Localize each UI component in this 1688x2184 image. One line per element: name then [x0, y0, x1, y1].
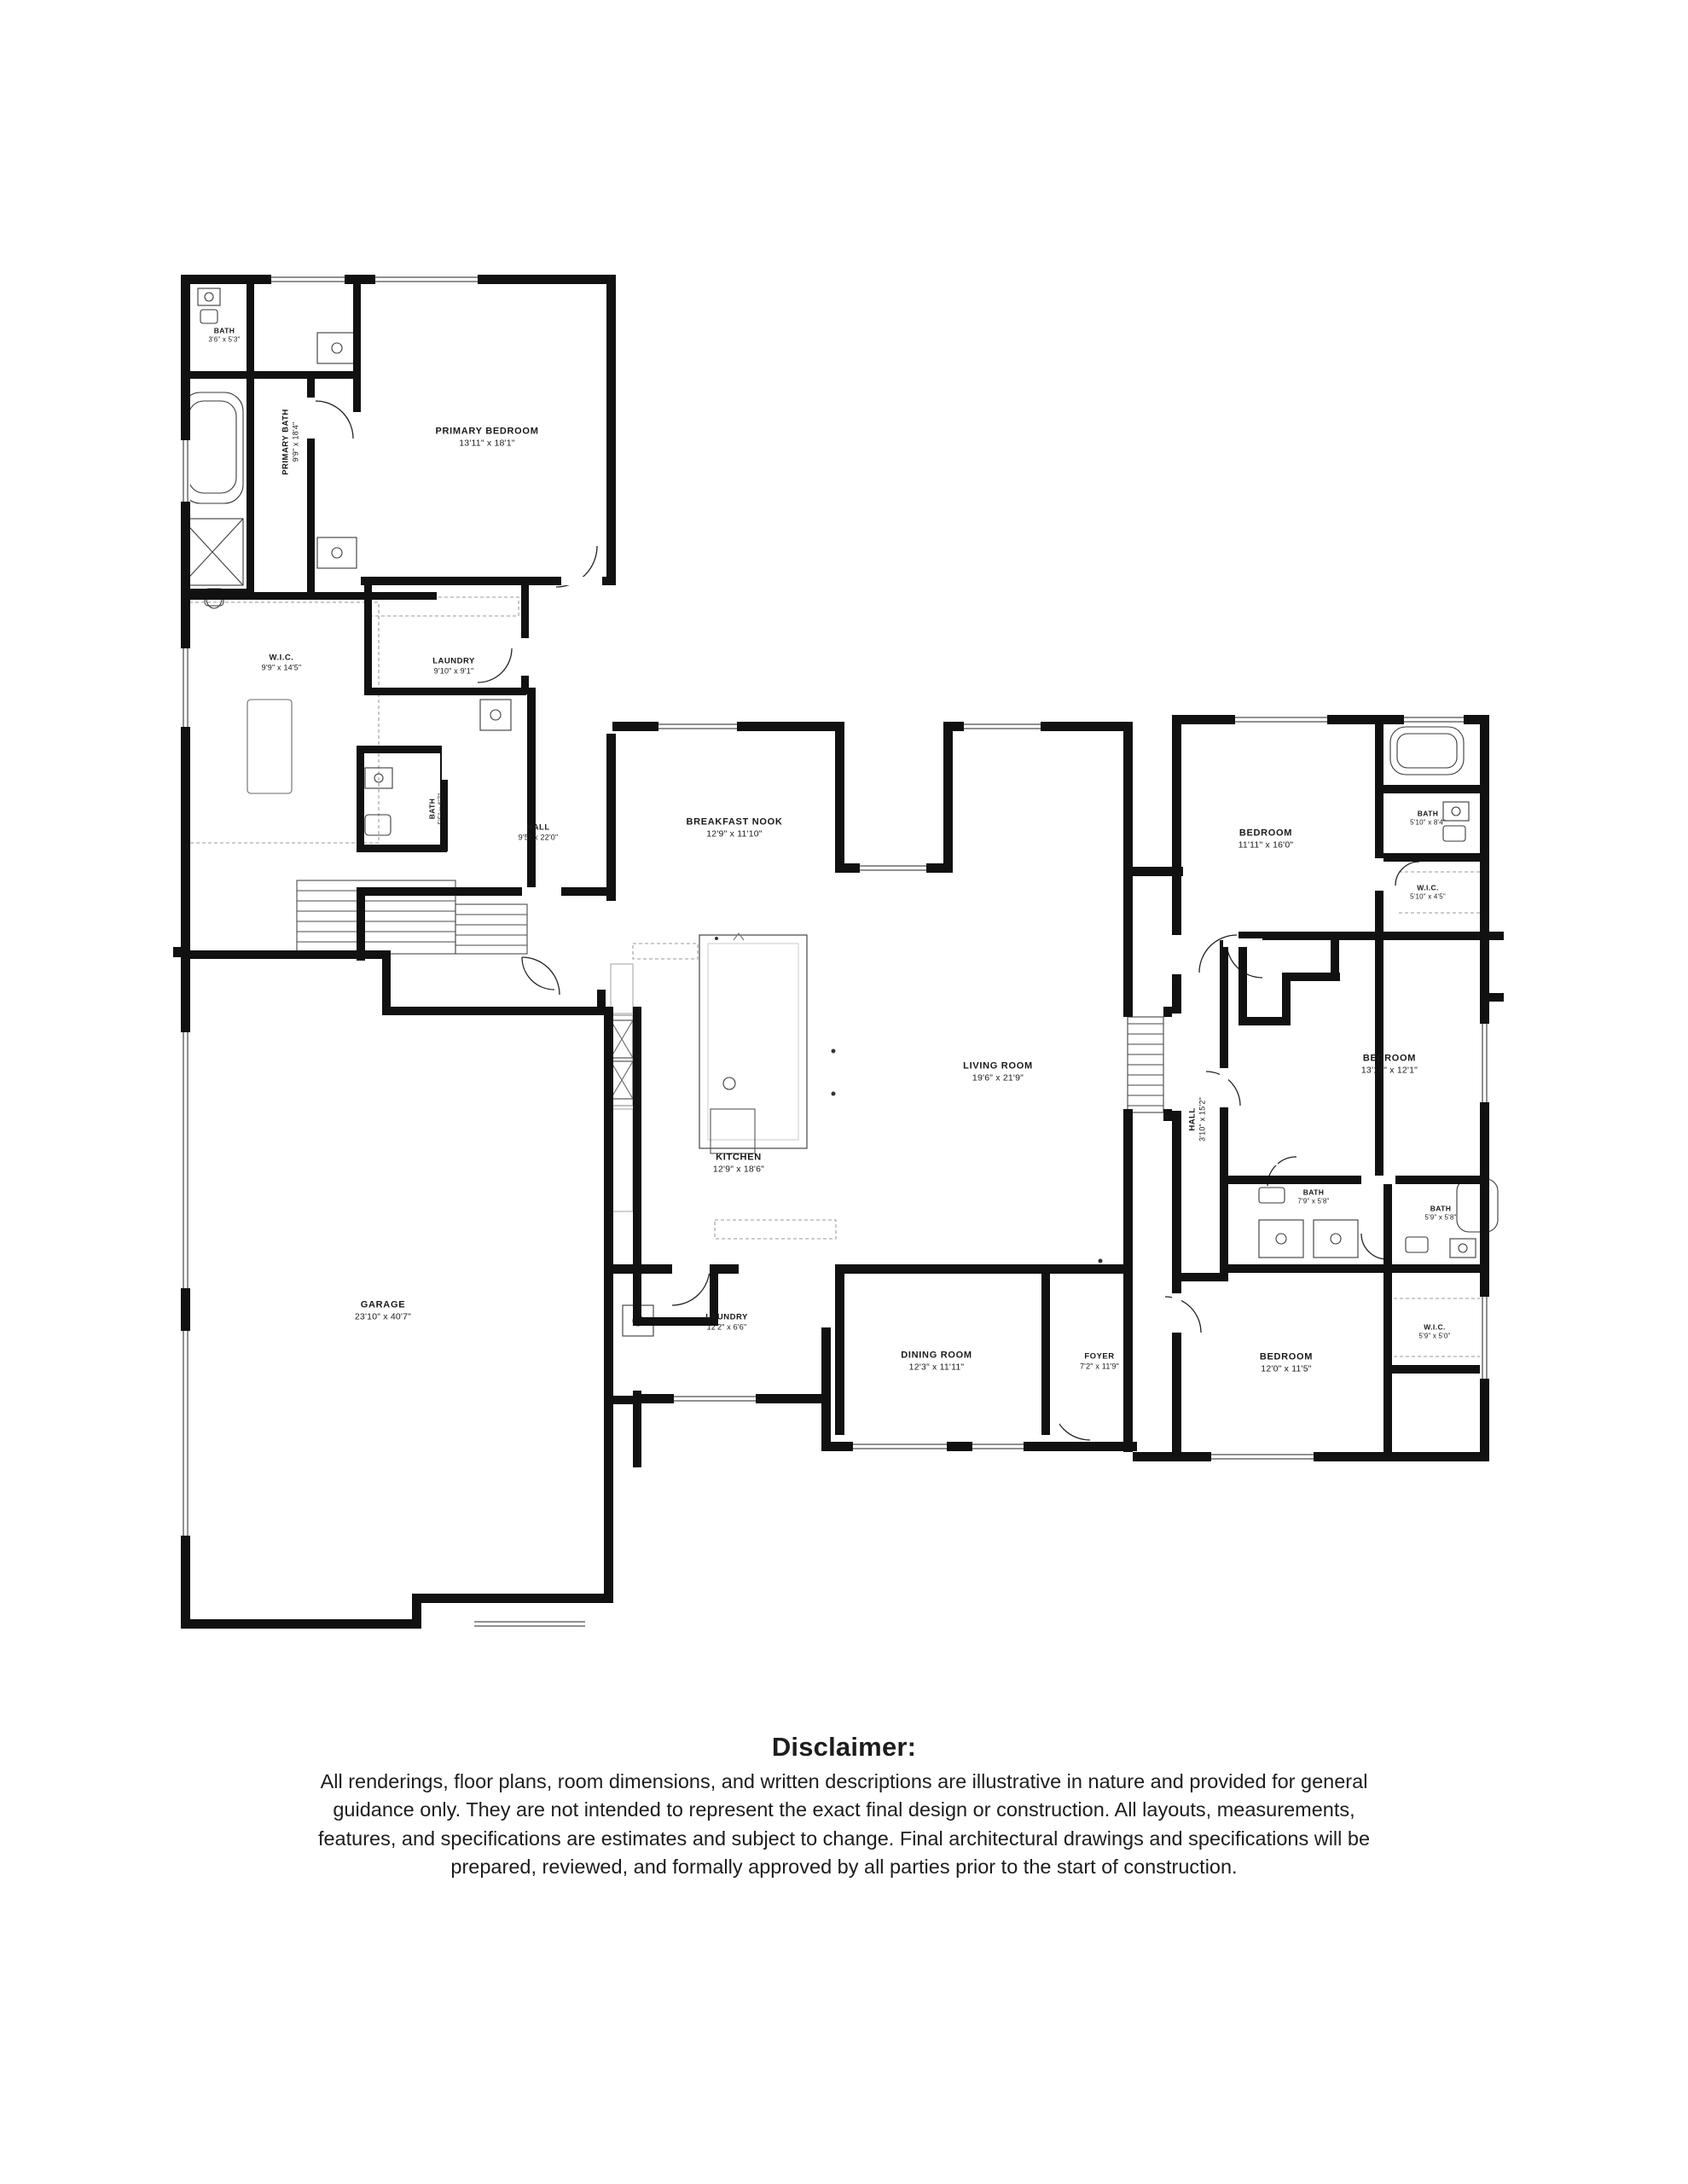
room-dimensions: 12'9" x 18'6": [712, 1164, 765, 1175]
laundry-lower-counter: [715, 1220, 836, 1239]
room-dimensions: 13'10" x 12'1": [1360, 1065, 1418, 1076]
room-name: BATH: [1417, 809, 1439, 818]
vanity-primary-upper: [317, 333, 357, 363]
disclaimer-body: All renderings, floor plans, room dimensions, and written descriptions are illustrative in nature and provided for general guidance only. They are not intended to represent the exact final design or construction. All layouts, measurements, features, and specifications are estimates and subject to change. Final architectural drawings and specifications will be prepared, reviewed, and formally approved by all parties prior to the start of construction.: [317, 1770, 1371, 1879]
disclaimer-block: [0, 1732, 1688, 1881]
room-name: DINING ROOM: [901, 1350, 972, 1361]
room-label-kitchen: [713, 1153, 764, 1176]
room-dimensions: 9'9" x 18'4": [291, 421, 300, 462]
room-name: W.I.C.: [1417, 883, 1439, 892]
room-dimensions: 11'11" x 16'0": [1238, 839, 1294, 851]
room-label-hall-left: [519, 822, 559, 842]
room-dimensions: 12'3" x 11'11": [908, 1362, 965, 1373]
room-name: LIVING ROOM: [963, 1060, 1033, 1072]
room-name: PRIMARY BEDROOM: [435, 426, 539, 437]
room-name: KITCHEN: [716, 1152, 762, 1163]
room-dimensions: 23'10" x 40'7": [354, 1311, 412, 1322]
room-label-primary-bedroom: [435, 427, 538, 450]
room-dimensions: 5'10" x 4'5": [1410, 892, 1446, 901]
room-name: BREAKFAST NOOK: [686, 816, 783, 828]
room-label-breakfast-nook: [686, 817, 782, 840]
vanity-primary-lower: [317, 537, 357, 568]
kitchen-island: [699, 935, 807, 1148]
room-label-bath-primary-small: [208, 327, 240, 345]
room-dimensions: 19'6" x 21'9": [972, 1072, 1024, 1083]
room-name: W.I.C.: [269, 653, 294, 663]
room-name: BEDROOM: [1362, 1053, 1417, 1064]
cooktop: [711, 1109, 755, 1153]
room-name: BEDROOM: [1259, 1351, 1314, 1362]
wic-island: [247, 700, 292, 793]
room-name: FOYER: [1084, 1351, 1115, 1362]
door-swings: [316, 401, 1419, 1440]
room-dimensions: 9'9" x 14'5": [261, 663, 302, 672]
room-dimensions: 9'5" x 22'0": [518, 833, 559, 842]
room-name: BATH: [1302, 1188, 1325, 1197]
kitchen-counter-left: [611, 1015, 633, 1106]
room-label-bedroom-top-right: [1238, 828, 1294, 851]
room-label-wic-top-right: [1410, 884, 1446, 902]
door-openings: [307, 398, 1395, 1440]
room-label-bedroom-bottom-right: [1260, 1352, 1313, 1375]
room-name: PRIMARY BATH: [281, 409, 291, 475]
laundry-upper-counter: [367, 597, 519, 616]
room-dimensions: 5'5" x 6'7": [437, 793, 445, 825]
room-label-bath-hall-left: [428, 793, 446, 824]
room-name: BEDROOM: [1238, 828, 1293, 839]
tub-mid-right: [1457, 1179, 1498, 1232]
room-name: BATH: [427, 798, 437, 820]
room-dimensions: 12'9" x 11'10": [706, 828, 763, 839]
room-label-wic-primary: [262, 653, 302, 672]
room-dimensions: 5'10" x 8'4": [1410, 818, 1446, 827]
room-name: HALL: [1187, 1107, 1198, 1131]
room-dimensions: 3'6" x 5'3": [208, 335, 241, 344]
vanity-top-right: [1443, 802, 1469, 821]
room-dimensions: 5'9" x 5'8": [1424, 1213, 1457, 1222]
wic-primary-shelves: [189, 602, 379, 843]
toilet-bath-hall-left: [365, 815, 391, 835]
toilet-mid: [1259, 1188, 1285, 1203]
room-name: LAUNDRY: [432, 656, 475, 666]
room-label-laundry-lower: [705, 1312, 748, 1332]
room-label-wic-bottom-right: [1418, 1323, 1450, 1341]
room-label-bedroom-mid-right: [1361, 1054, 1418, 1077]
island-sink: [723, 1077, 735, 1089]
room-label-bath-mid: [1297, 1188, 1329, 1206]
room-label-bath-top-right: [1410, 810, 1446, 828]
room-dimensions: 12'0" x 11'5": [1261, 1363, 1312, 1374]
room-name: LAUNDRY: [705, 1312, 748, 1322]
vanity-mid-left: [1259, 1220, 1303, 1258]
sink-bath-tiny: [198, 288, 220, 305]
room-name: HALL: [526, 822, 550, 833]
plan-geometry: [173, 275, 1504, 1629]
room-name: BATH: [1430, 1204, 1452, 1213]
room-dimensions: 7'2" x 11'9": [1079, 1362, 1120, 1371]
fireplace: [1128, 1017, 1163, 1112]
walls-layer: [173, 275, 1504, 1629]
room-name: BATH: [213, 326, 235, 335]
room-name: W.I.C.: [1424, 1322, 1446, 1332]
room-label-hall-right: [1187, 1097, 1207, 1141]
room-label-laundry-upper: [432, 656, 475, 676]
disclaimer-heading: Disclaimer:: [771, 1732, 917, 1762]
room-label-garage: [355, 1300, 411, 1323]
room-dimensions: 5'9" x 5'0": [1418, 1332, 1451, 1340]
room-dimensions: 3'10" x 15'2": [1198, 1097, 1207, 1141]
room-dimensions: 13'11" x 18'1": [459, 438, 515, 449]
room-label-dining-room: [901, 1350, 972, 1374]
room-dimensions: 7'9" x 5'8": [1297, 1197, 1330, 1205]
room-label-living-room: [963, 1061, 1033, 1084]
room-label-primary-bath: [281, 409, 300, 475]
room-label-bath-mid-right: [1424, 1205, 1456, 1223]
laundry-upper-sink: [480, 700, 511, 730]
room-dimensions: 12'2" x 6'6": [706, 1322, 747, 1332]
room-label-foyer: [1080, 1351, 1119, 1371]
room-name: GARAGE: [360, 1299, 406, 1310]
vanity-mid-right: [1314, 1220, 1358, 1258]
room-dimensions: 9'10" x 9'1": [433, 666, 474, 676]
